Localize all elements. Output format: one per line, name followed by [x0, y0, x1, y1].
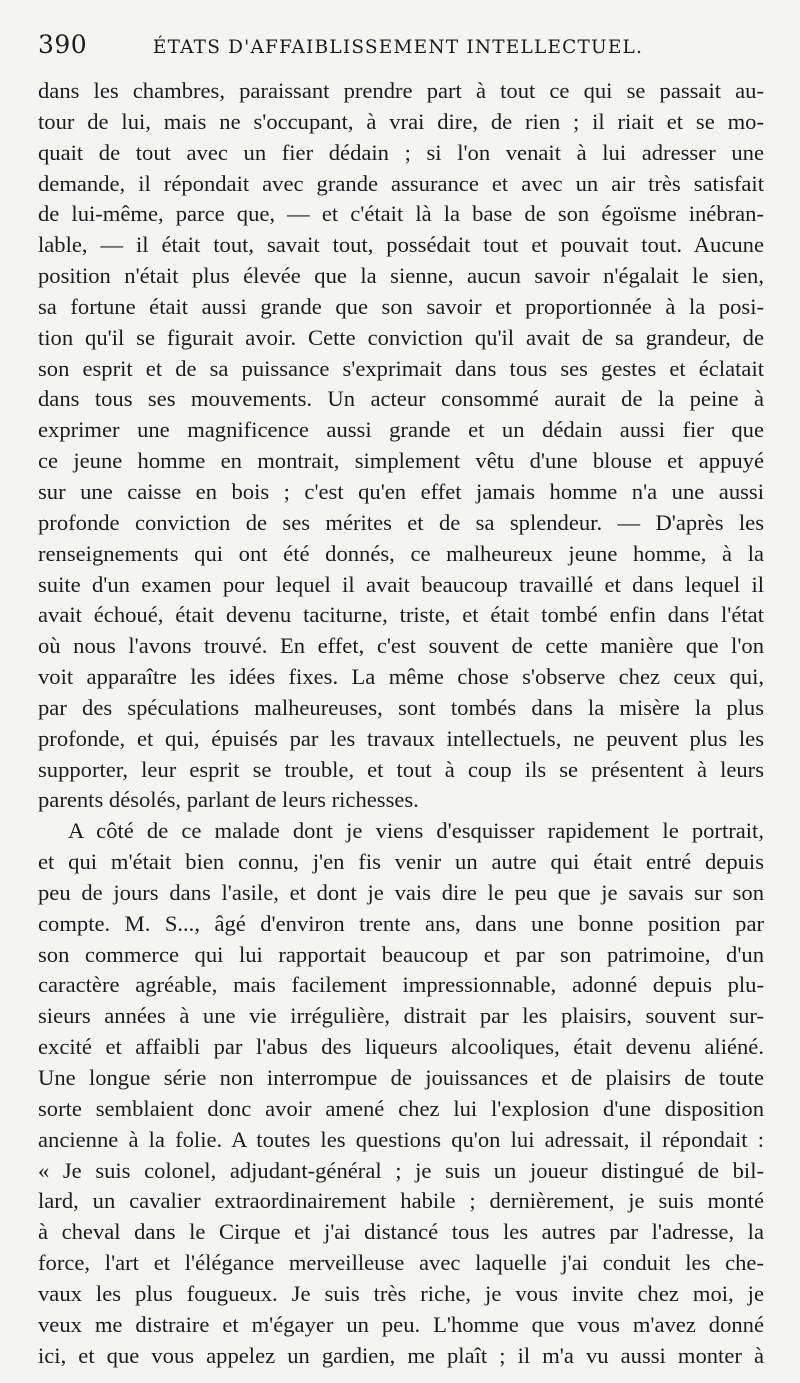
text-line: et qui m'était bien connu, j'en fis venir un autre qui était entré depuis — [38, 849, 764, 875]
text-line: suite d'un examen pour lequel il avait beaucoup travaillé et dans lequel il — [38, 571, 764, 597]
text-line: renseignements qui ont été donnés, ce malheureux jeune homme, à la — [38, 540, 764, 566]
text-line: où nous l'avons trouvé. En effet, c'est souvent de cette manière que l'on — [38, 633, 764, 659]
running-title: ÉTATS D'AFFAIBLISSEMENT INTELLECTUEL. — [152, 37, 644, 58]
text-line: compte. M. S..., âgé d'environ trente ans, dans une bonne position par — [38, 910, 764, 936]
text-line: exprimer une magnificence aussi grande et un dédain aussi fier que — [38, 417, 764, 443]
page-number: 390 — [38, 30, 88, 59]
text-line: tour de lui, mais ne s'occupant, à vrai dire, de rien ; il riait et se mo- — [38, 108, 764, 134]
text-line: lable, — il était tout, savait tout, possédait tout et pouvait tout. Aucune — [38, 232, 764, 258]
text-line: parents désolés, parlant de leurs richesses. — [38, 787, 419, 813]
text-line: sur une caisse en bois ; c'est qu'en effet jamais homme n'a une aussi — [38, 478, 764, 504]
text-line: sieurs années à une vie irrégulière, distrait par les plaisirs, souvent sur- — [38, 1003, 764, 1029]
text-line: profonde conviction de ses mérites et de sa splendeur. — D'après les — [38, 509, 764, 535]
text-line: par des spéculations malheureuses, sont tombés dans la misère la plus — [38, 694, 764, 720]
text-line: à cheval dans le Cirque et j'ai distancé tous les autres par l'adresse, la — [38, 1219, 764, 1245]
text-line: ce jeune homme en montrait, simplement vêtu d'une blouse et appuyé — [38, 448, 764, 474]
text-line: ici, et que vous appelez un gardien, me plaît ; il m'a vu aussi monter à — [38, 1342, 764, 1368]
text-line: caractère agréable, mais facilement impressionnable, adonné depuis plu- — [38, 972, 764, 998]
text-line: position n'était plus élevée que la sienne, aucun savoir n'égalait le sien, — [38, 263, 764, 289]
text-line: excité et affaibli par l'abus des liqueurs alcooliques, était devenu aliéné. — [38, 1034, 764, 1060]
text-line: « Je suis colonel, adjudant-général ; je suis un joueur distingué de bil- — [38, 1157, 764, 1183]
text-line: ancienne à la folie. A toutes les questions qu'on lui adressait, il répondait : — [38, 1126, 764, 1152]
text-line: force, l'art et l'élégance merveilleuse avec laquelle j'ai conduit les che- — [38, 1250, 764, 1276]
text-line: sorte semblaient donc avoir amené chez lui l'explosion d'une disposition — [38, 1095, 764, 1121]
text-line: Une longue série non interrompue de jouissances et de plaisirs de toute — [38, 1065, 764, 1090]
text-line: supporter, leur esprit se trouble, et tout à coup ils se présentent à leurs — [38, 756, 764, 782]
text-line: dans tous ses mouvements. Un acteur consommé aurait de la peine à — [38, 386, 764, 412]
text-line: vaux les plus fougueux. Je suis très riche, je vous invite chez moi, je — [38, 1280, 764, 1306]
text-line: son commerce qui lui rapportait beaucoup et par son patrimoine, d'un — [38, 941, 764, 967]
text-line: son esprit et de sa puissance s'exprimait dans tous ses gestes et éclatait — [38, 355, 764, 381]
text-line: profonde, et qui, épuisés par les travaux intellectuels, ne peuvent plus les — [38, 725, 764, 751]
text-line: demande, il répondait avec grande assurance et avec un air très satisfait — [38, 170, 764, 196]
text-line: veux me distraire et m'égayer un peu. L'homme que vous m'avez donné — [38, 1311, 764, 1337]
text-line: avait échoué, était devenu taciturne, triste, et était tombé enfin dans l'état — [38, 602, 764, 628]
text-line: sa fortune était aussi grande que son savoir et proportionnée à la posi- — [38, 293, 764, 319]
page-header — [38, 30, 764, 64]
text-line: peu de jours dans l'asile, et dont je vais dire le peu que je savais sur son — [38, 879, 764, 905]
text-line: voit apparaître les idées fixes. La même chose s'observe chez ceux qui, — [38, 664, 764, 690]
text-line: quait de tout avec un fier dédain ; si l'on venait à lui adresser une — [38, 139, 764, 165]
text-line: de lui-même, parce que, — et c'était là la base de son égoïsme inébran- — [38, 201, 764, 227]
body-text — [38, 76, 764, 1371]
text-line: lard, un cavalier extraordinairement habile ; dernièrement, je suis monté — [38, 1188, 764, 1214]
text-line: tion qu'il se figurait avoir. Cette conviction qu'il avait de sa grandeur, de — [38, 324, 764, 350]
text-line: dans les chambres, paraissant prendre part à tout ce qui se passait au- — [38, 78, 764, 103]
text-line: A côté de ce malade dont je viens d'esquisser rapidement le portrait, — [68, 818, 764, 844]
